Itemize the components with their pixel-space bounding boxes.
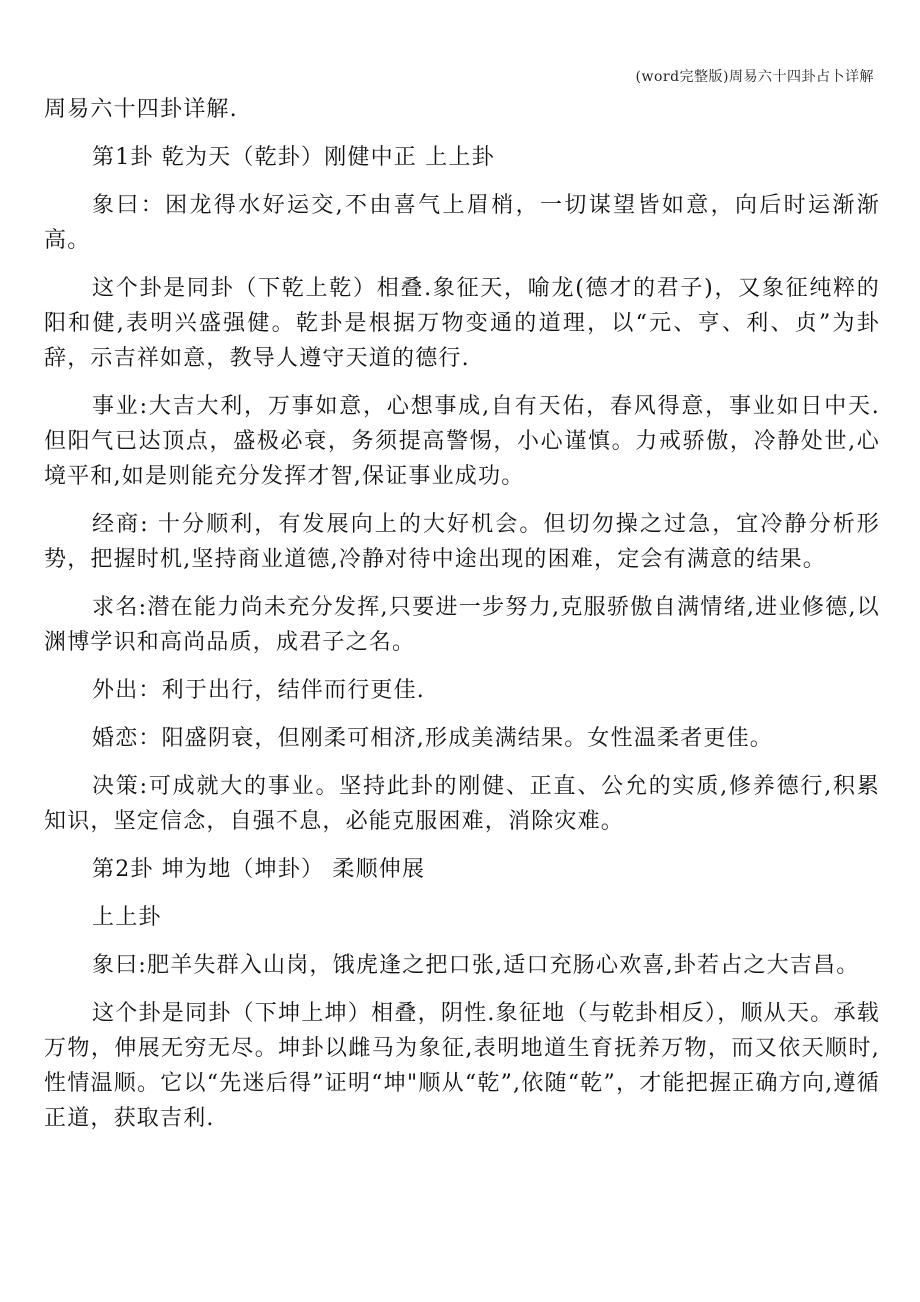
hexagram-1-career: 事业:大吉大利，万事如意，心想事成,自有天佑，春风得意，事业如日中天.但阳气已达顶点，盛极必衰，务须提高警惕，小心谨慎。力戒骄傲，冷静处世,心境平和,如是则能充分发挥才智,保证事业成功。	[44, 394, 880, 489]
page-header: (word完整版)周易六十四卦占卜详解	[635, 69, 874, 85]
hexagram-2-heading: 第2卦 坤为地（坤卦） 柔顺伸展	[92, 857, 426, 882]
hexagram-2-verse: 象曰:肥羊失群入山岗，饿虎逢之把口张,适口充肠心欢喜,卦若占之大吉昌。	[92, 953, 860, 978]
hexagram-2-description: 这个卦是同卦（下坤上坤）相叠，阴性.象征地（与乾卦相反），顺从天。承载万物，伸展无穷无尽。坤卦以雌马为象征,表明地道生育抚养万物，而又依天顺时,性情温顺。它以“先迷后得”证明“坤"顺从“乾”,依随“乾”，才能把握正确方向,遵循正道，获取吉利.	[44, 1001, 880, 1131]
document-body	[44, 92, 880, 1149]
hexagram-1-fame: 求名:潜在能力尚未充分发挥,只要进一步努力,克服骄傲自满情绪,进业修德,以渊博学识和高尚品质，成君子之名。	[44, 595, 880, 655]
hexagram-1-decision: 决策:可成就大的事业。坚持此卦的刚健、正直、公允的实质,修养德行,积累知识，坚定信念，自强不息，必能克服困难，消除灾难。	[44, 774, 880, 834]
hexagram-1-travel: 外出：利于出行，结伴而行更佳.	[92, 678, 425, 703]
hexagram-1-description: 这个卦是同卦（下乾上乾）相叠.象征天，喻龙(德才的君子)，又象征纯粹的阳和健,表明兴盛强健。乾卦是根据万物变通的道理，以“元、亨、利、贞”为卦辞，示吉祥如意，教导人遵守天道的德行.	[44, 276, 880, 371]
hexagram-1-verse: 象曰：困龙得水好运交,不由喜气上眉梢，一切谋望皆如意，向后时运渐渐高。	[44, 193, 880, 253]
hexagram-1-business: 经商: 十分顺利，有发展向上的大好机会。但切勿操之过急，宜冷静分析形势，把握时机,坚持商业道德,冷静对待中途出现的困难，定会有满意的结果。	[44, 512, 880, 572]
hexagram-1-heading: 第1卦 乾为天（乾卦）刚健中正 上上卦	[92, 145, 495, 170]
hexagram-1-love: 婚恋：阳盛阴衰，但刚柔可相济,形成美满结果。女性温柔者更佳。	[92, 726, 773, 751]
document-title: 周易六十四卦详解.	[44, 97, 238, 122]
hexagram-2-rank: 上上卦	[92, 905, 162, 930]
